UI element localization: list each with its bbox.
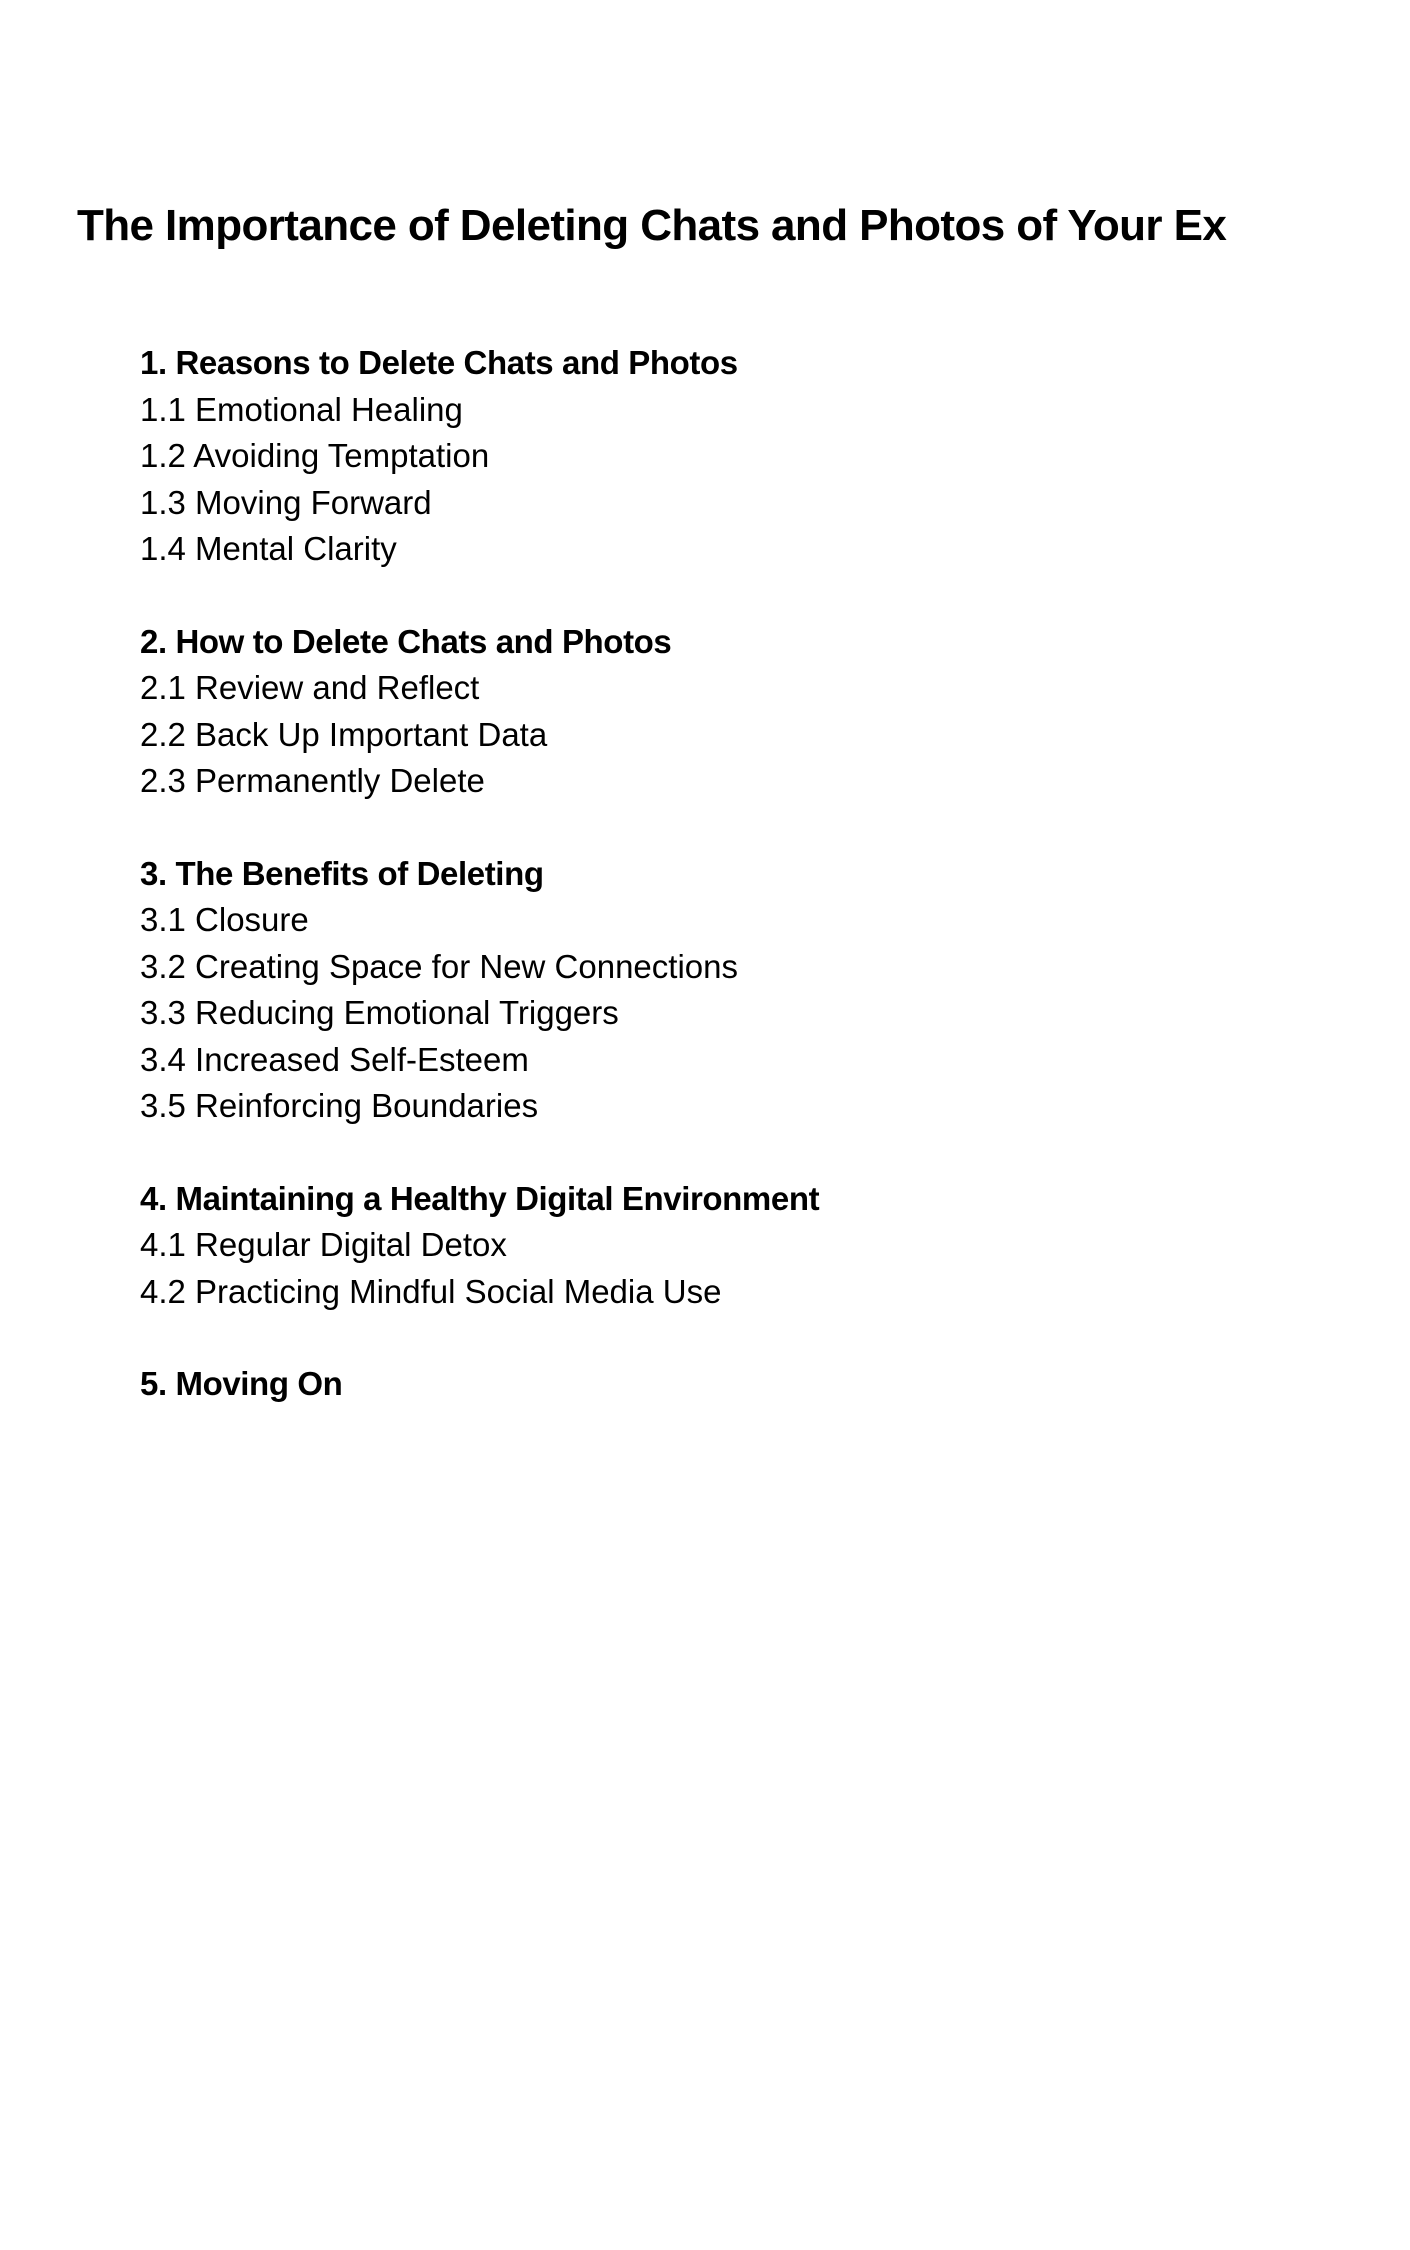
toc-section-5	[140, 1361, 1340, 1408]
toc-section-4	[140, 1176, 1340, 1316]
list-item: 2.3 Permanently Delete	[140, 762, 485, 799]
toc-section-2	[140, 619, 1340, 805]
toc-section-3	[140, 851, 1340, 1130]
table-of-contents	[140, 340, 1340, 1454]
page-title: The Importance of Deleting Chats and Photos of Your Ex	[77, 201, 1227, 250]
list-item: 4.2 Practicing Mindful Social Media Use	[140, 1272, 722, 1310]
list-item: 3.3 Reducing Emotional Triggers	[140, 994, 619, 1031]
section-heading: 3. The Benefits of Deleting	[140, 854, 544, 892]
section-heading: 1. Reasons to Delete Chats and Photos	[140, 344, 738, 381]
section-heading: 5. Moving On	[140, 1365, 343, 1402]
section-heading: 2. How to Delete Chats and Photos	[140, 622, 672, 660]
list-item: 2.1 Review and Reflect	[140, 669, 480, 706]
list-item: 1.1 Emotional Healing	[140, 390, 463, 428]
list-item: 1.4 Mental Clarity	[140, 530, 397, 567]
list-item: 1.3 Moving Forward	[140, 483, 432, 521]
section-heading: 4. Maintaining a Healthy Digital Environment	[140, 1179, 820, 1217]
toc-section-1	[140, 340, 1340, 573]
list-item: 3.4 Increased Self-Esteem	[140, 1040, 529, 1078]
list-item: 3.5 Reinforcing Boundaries	[140, 1087, 539, 1124]
list-item: 2.2 Back Up Important Data	[140, 715, 548, 753]
list-item: 3.2 Creating Space for New Connections	[140, 947, 738, 985]
list-item: 3.1 Closure	[140, 901, 309, 938]
list-item: 4.1 Regular Digital Detox	[140, 1226, 507, 1263]
list-item: 1.2 Avoiding Temptation	[140, 437, 490, 474]
